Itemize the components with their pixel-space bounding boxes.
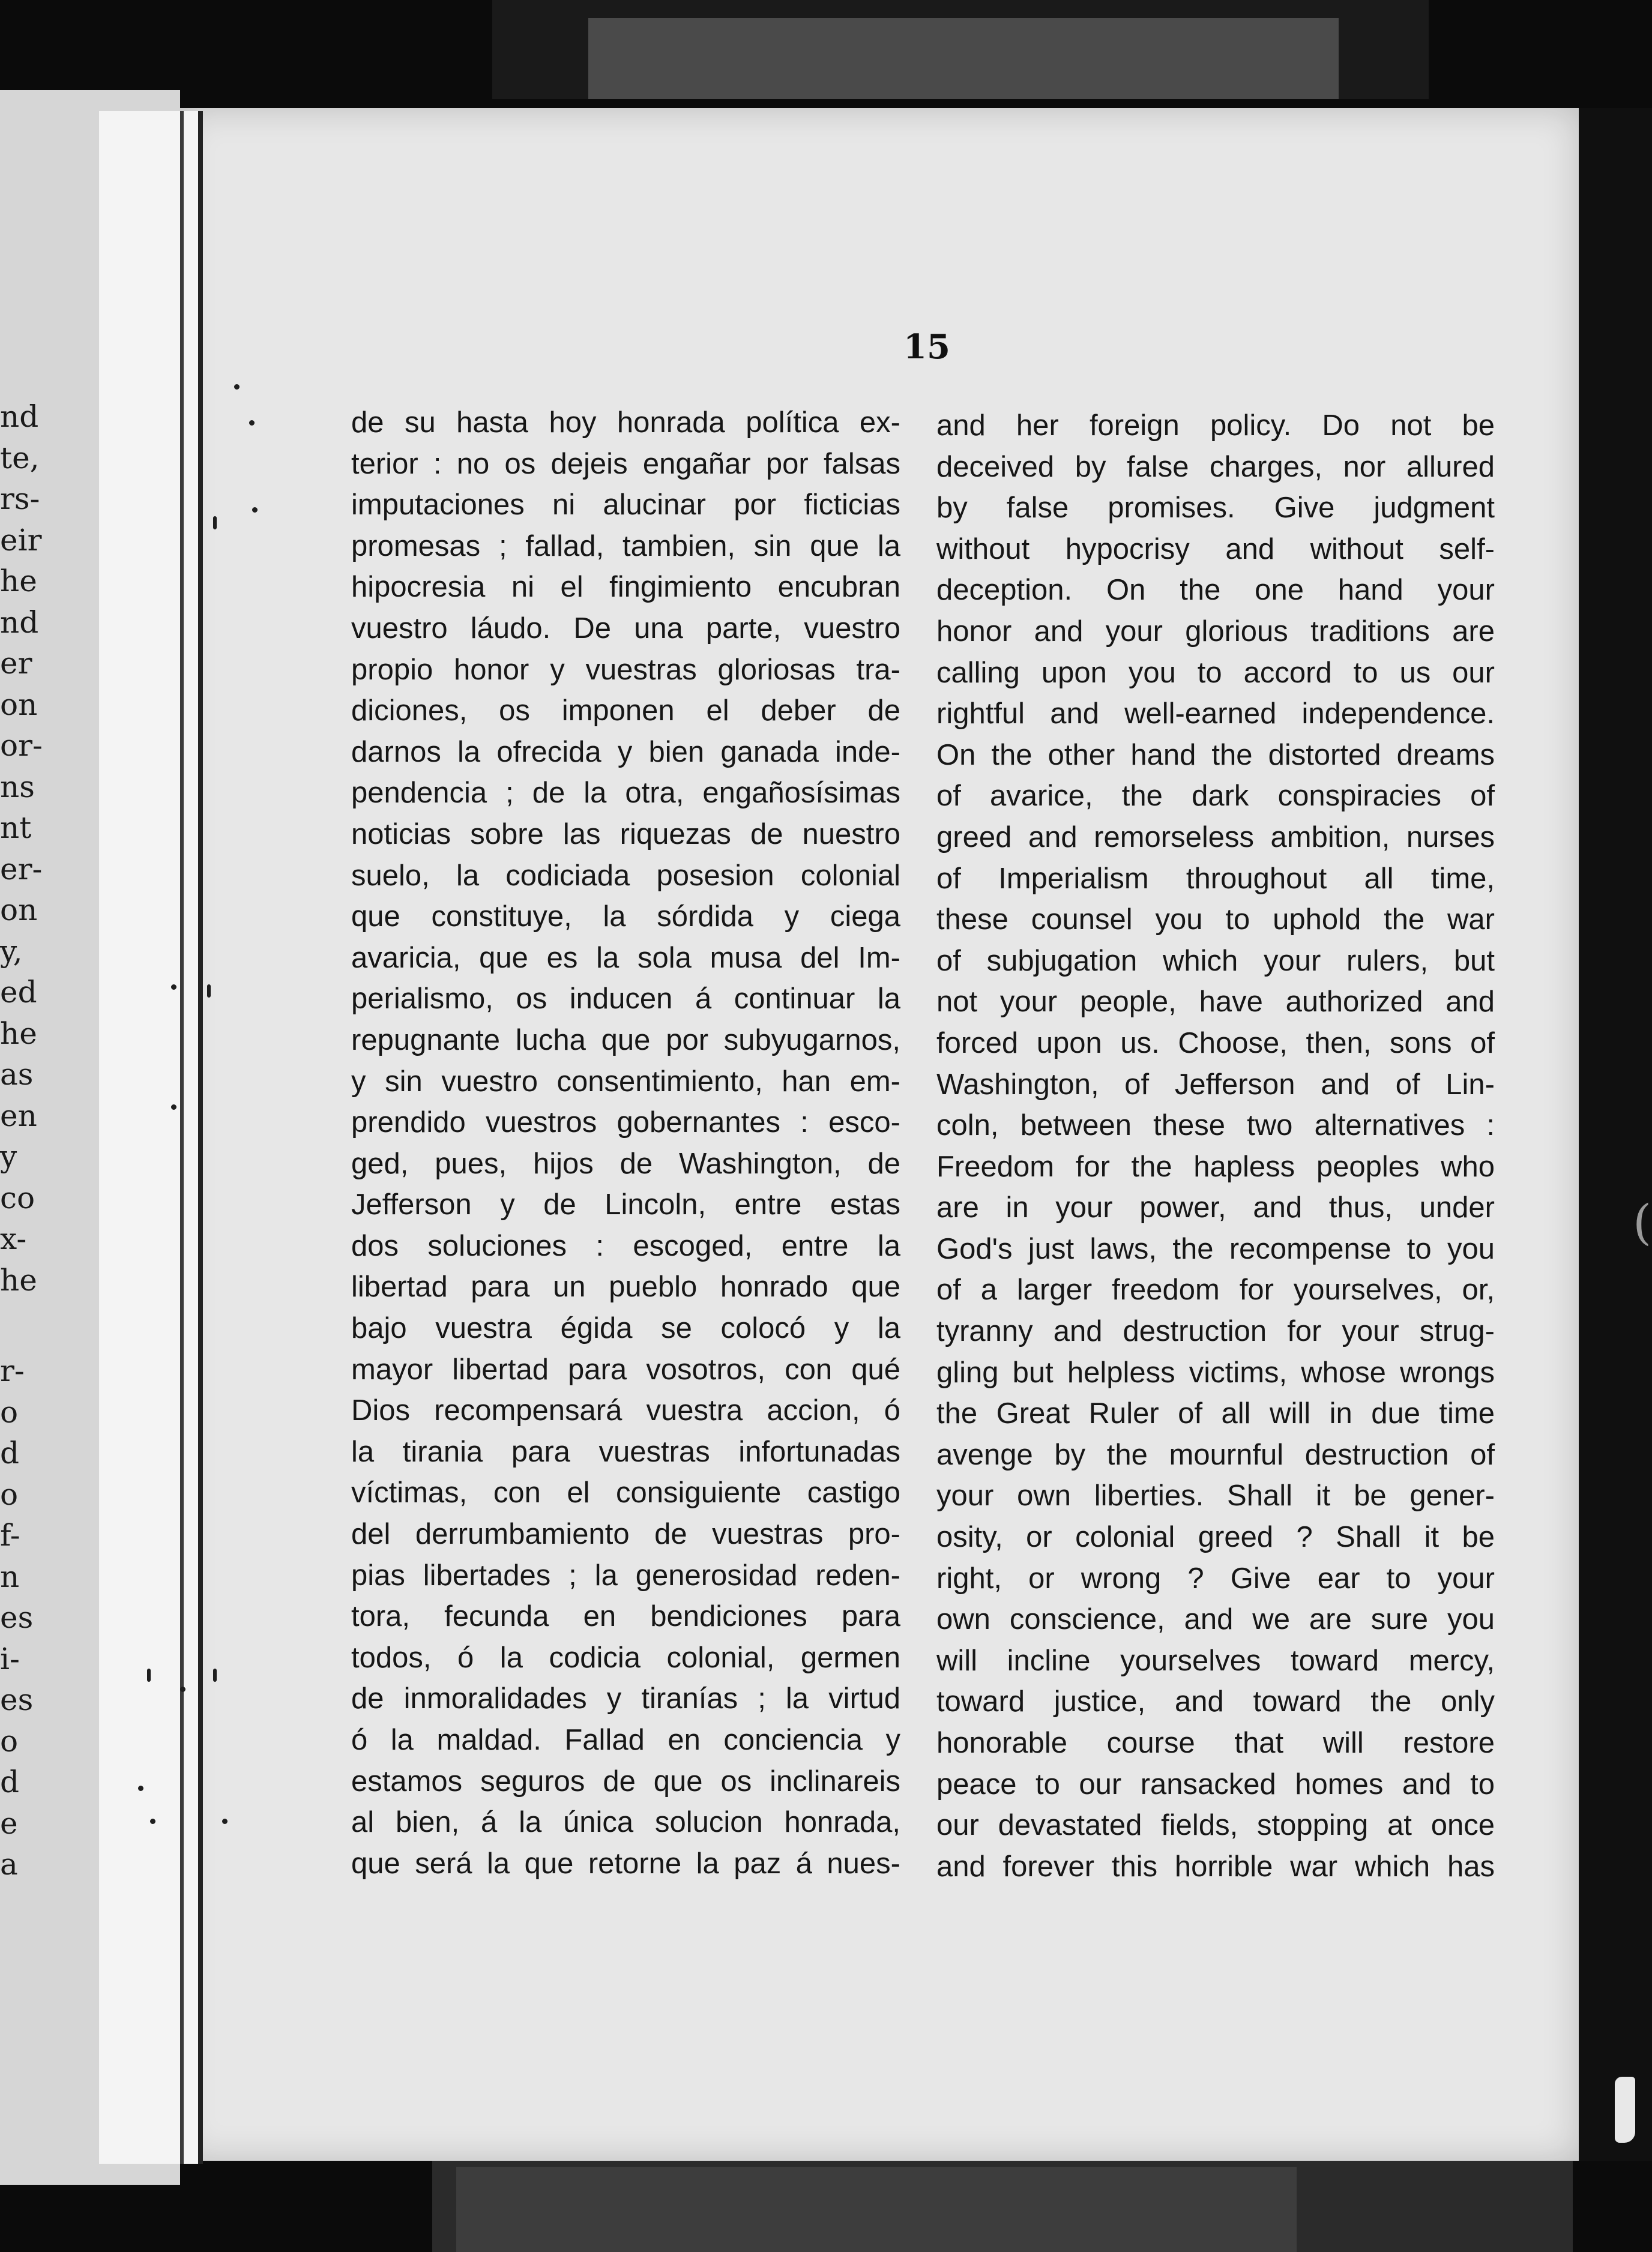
right-film-edge [1579, 108, 1652, 2161]
ink-speck [180, 1687, 185, 1692]
spanish-text-line: perialismo, os inducen á continuar la [351, 983, 900, 1016]
english-text-line: osity, or colonial greed ? Shall it be [936, 1521, 1495, 1554]
ink-speck [213, 1669, 217, 1682]
previous-page-fragment: y, [0, 933, 23, 969]
previous-page-text-upper [0, 396, 43, 1301]
ink-speck [222, 1819, 228, 1824]
english-text-line: Washington, of Jefferson and of Lin- [936, 1068, 1495, 1101]
ink-speck [171, 1104, 176, 1110]
previous-page-fragment: a [0, 1847, 18, 1882]
spanish-text-line: libertad para un pueblo honrado que [351, 1271, 900, 1304]
english-text-column [936, 405, 1495, 1887]
previous-page-fragment: d [0, 1765, 20, 1799]
previous-page-fragment: o [0, 1477, 19, 1512]
previous-page-fragment: ed [0, 975, 37, 1010]
previous-page-fragment: as [0, 1057, 34, 1092]
spanish-text-line: noticias sobre las riquezas de nuestro [351, 817, 900, 851]
english-text-line: God's just laws, the recompense to you [936, 1232, 1495, 1265]
spanish-text-line: diciones, os imponen el deber de [351, 694, 900, 727]
spanish-text-line: hipocresia ni el fingimiento encubran [351, 571, 900, 604]
english-text-line: greed and remorseless ambition, nurses [936, 820, 1495, 854]
spanish-text-line: propio honor y vuestras gloriosas tra- [351, 653, 900, 686]
english-text-line: avenge by the mournful destruction of [936, 1438, 1495, 1471]
binding-gutter [99, 111, 203, 2164]
previous-page-fragment: er [0, 646, 32, 681]
spanish-text-line: al bien, á la única solucion honrada, [351, 1806, 900, 1839]
page-number: 15 [903, 327, 950, 367]
gutter-shadow-line [180, 111, 184, 2164]
spanish-text-line: de su hasta hoy honrada política ex- [351, 406, 900, 439]
spanish-text-line: mayor libertad para vosotros, con qué [351, 1353, 900, 1386]
previous-page-fragment: en [0, 1098, 37, 1133]
spanish-text-line: Jefferson y de Lincoln, entre estas [351, 1188, 900, 1221]
ink-speck [171, 984, 176, 990]
right-edge-mark: ( [1633, 1194, 1652, 1250]
previous-page-fragment: nt [0, 810, 32, 845]
english-text-line: Freedom for the hapless peoples who [936, 1150, 1495, 1183]
previous-page-fragment: y [0, 1139, 17, 1174]
english-text-line: of avarice, the dark conspiracies of [936, 780, 1495, 813]
ink-speck [249, 420, 255, 426]
previous-page-fragment: or- [0, 728, 43, 763]
ink-speck [252, 507, 258, 513]
english-text-line: your own liberties. Shall it be gener- [936, 1480, 1495, 1513]
previous-page-text-lower [0, 1350, 36, 1885]
english-text-line: forced upon us. Choose, then, sons of [936, 1026, 1495, 1059]
previous-page-fragment: ns [0, 769, 35, 804]
spanish-text-column [351, 402, 900, 1884]
spanish-text-line: dos soluciones : escoged, entre la [351, 1229, 900, 1262]
english-text-line: honor and your glorious traditions are [936, 615, 1495, 648]
previous-page-fragment: er- [0, 851, 43, 887]
spanish-text-line: todos, ó la codicia colonial, germen [351, 1641, 900, 1674]
previous-page-fragment: eir [0, 522, 42, 558]
previous-page-fragment: he [0, 1016, 37, 1051]
english-text-line: are in your power, and thus, under [936, 1191, 1495, 1224]
english-text-line: and her foreign policy. Do not be [936, 409, 1495, 442]
spanish-text-line: darnos la ofrecida y bien ganada inde- [351, 735, 900, 768]
spanish-text-line: pias libertades ; la generosidad reden- [351, 1559, 900, 1592]
english-text-line: toward justice, and toward the only [936, 1685, 1495, 1718]
english-text-line: own conscience, and we are sure you [936, 1603, 1495, 1636]
previous-page-fragment: o [0, 1723, 19, 1759]
english-text-line: coln, between these two alternatives : [936, 1109, 1495, 1142]
right-edge-blot [1615, 2077, 1635, 2143]
spanish-text-line: suelo, la codiciada posesion colonial [351, 859, 900, 892]
english-text-line: rightful and well-earned independence. [936, 697, 1495, 730]
spanish-text-line: la tirania para vuestras infortunadas [351, 1435, 900, 1468]
ink-speck [138, 1786, 143, 1791]
spanish-text-line: que constituye, la sórdida y ciega [351, 900, 900, 933]
english-text-line: tyranny and destruction for your strug- [936, 1315, 1495, 1348]
previous-page-fragment: he [0, 564, 37, 598]
english-text-line: deceived by false charges, nor allured [936, 450, 1495, 483]
english-text-line: calling upon you to accord to us our [936, 656, 1495, 689]
spanish-text-line: promesas ; fallad, tambien, sin que la [351, 529, 900, 562]
ink-speck [207, 984, 211, 998]
previous-page-fragment: n [0, 1559, 20, 1594]
bottom-film-edge [432, 2161, 1573, 2252]
previous-page-fragment: es [0, 1600, 34, 1635]
spanish-text-line: avaricia, que es la sola musa del Im- [351, 941, 900, 974]
previous-page-fragment: rs- [0, 481, 40, 516]
spanish-text-line: ged, pues, hijos de Washington, de [351, 1147, 900, 1180]
previous-page-fragment: es [0, 1682, 34, 1717]
english-text-line: these counsel you to uphold the war [936, 903, 1495, 936]
previous-page-fragment: he [0, 1262, 37, 1298]
english-text-line: without hypocrisy and without self- [936, 532, 1495, 565]
english-text-line: deception. On the one hand your [936, 574, 1495, 607]
english-text-line: of Imperialism throughout all time, [936, 862, 1495, 895]
previous-page-fragment: o [0, 1394, 19, 1430]
spanish-text-line: tora, fecunda en bendiciones para [351, 1600, 900, 1633]
english-text-line: not your people, have authorized and [936, 986, 1495, 1019]
spanish-text-line: ó la maldad. Fallad en conciencia y [351, 1724, 900, 1756]
previous-page-fragment: nd [0, 399, 39, 434]
spanish-text-line: repugnante lucha que por subyugarnos, [351, 1023, 900, 1056]
previous-page-fragment: e [0, 1805, 18, 1841]
english-text-line: right, or wrong ? Give ear to your [936, 1562, 1495, 1595]
previous-page-fragment: on [0, 893, 38, 927]
previous-page-fragment: i- [0, 1641, 20, 1676]
english-text-line: of subjugation which your rulers, but [936, 944, 1495, 977]
english-text-line: of a larger freedom for yourselves, or, [936, 1274, 1495, 1307]
ink-speck [150, 1819, 155, 1824]
previous-page-fragment: on [0, 687, 38, 722]
spanish-text-line: del derrumbamiento de vuestras pro- [351, 1518, 900, 1551]
english-text-line: by false promises. Give judgment [936, 492, 1495, 525]
spanish-text-line: terior : no os dejeis engañar por falsas [351, 447, 900, 480]
english-text-line: the Great Ruler of all will in due time [936, 1397, 1495, 1430]
previous-page-fragment: te, [0, 440, 40, 475]
previous-page-fragment: r- [0, 1353, 25, 1388]
spanish-text-line: de inmoralidades y tiranías ; la virtud [351, 1682, 900, 1715]
spanish-text-line: y sin vuestro consentimiento, han em- [351, 1065, 900, 1098]
spanish-text-line: imputaciones ni alucinar por ficticias [351, 489, 900, 522]
ink-speck [147, 1669, 151, 1682]
english-text-line: will incline yourselves toward mercy, [936, 1644, 1495, 1677]
english-text-line: peace to our ransacked homes and to [936, 1768, 1495, 1801]
spanish-text-line: pendencia ; de la otra, engañosísimas [351, 777, 900, 810]
top-film-edge [492, 0, 1429, 99]
english-text-line: On the other hand the distorted dreams [936, 738, 1495, 771]
previous-page-fragment: f- [0, 1518, 20, 1553]
english-text-line: gling but helpless victims, whose wrongs [936, 1356, 1495, 1389]
spanish-text-line: Dios recompensará vuestra accion, ó [351, 1394, 900, 1427]
ink-speck [213, 516, 217, 529]
previous-page-fragment: x- [0, 1221, 27, 1256]
spanish-text-line: prendido vuestros gobernantes : esco- [351, 1106, 900, 1139]
spanish-text-line: víctimas, con el consiguiente castigo [351, 1477, 900, 1510]
english-text-line: our devastated fields, stopping at once [936, 1809, 1495, 1842]
spanish-text-line: bajo vuestra égida se colocó y la [351, 1312, 900, 1345]
spanish-text-line: vuestro láudo. De una parte, vuestro [351, 612, 900, 645]
previous-page-fragment: co [0, 1180, 35, 1215]
previous-page-fragment: nd [0, 604, 39, 640]
ink-speck [234, 384, 240, 390]
english-text-line: honorable course that will restore [936, 1727, 1495, 1759]
previous-page-fragment: d [0, 1436, 20, 1471]
spanish-text-line: estamos seguros de que os inclinareis [351, 1765, 900, 1798]
english-text-line: and forever this horrible war which has [936, 1850, 1495, 1883]
spanish-text-line: que será la que retorne la paz á nues- [351, 1847, 900, 1880]
